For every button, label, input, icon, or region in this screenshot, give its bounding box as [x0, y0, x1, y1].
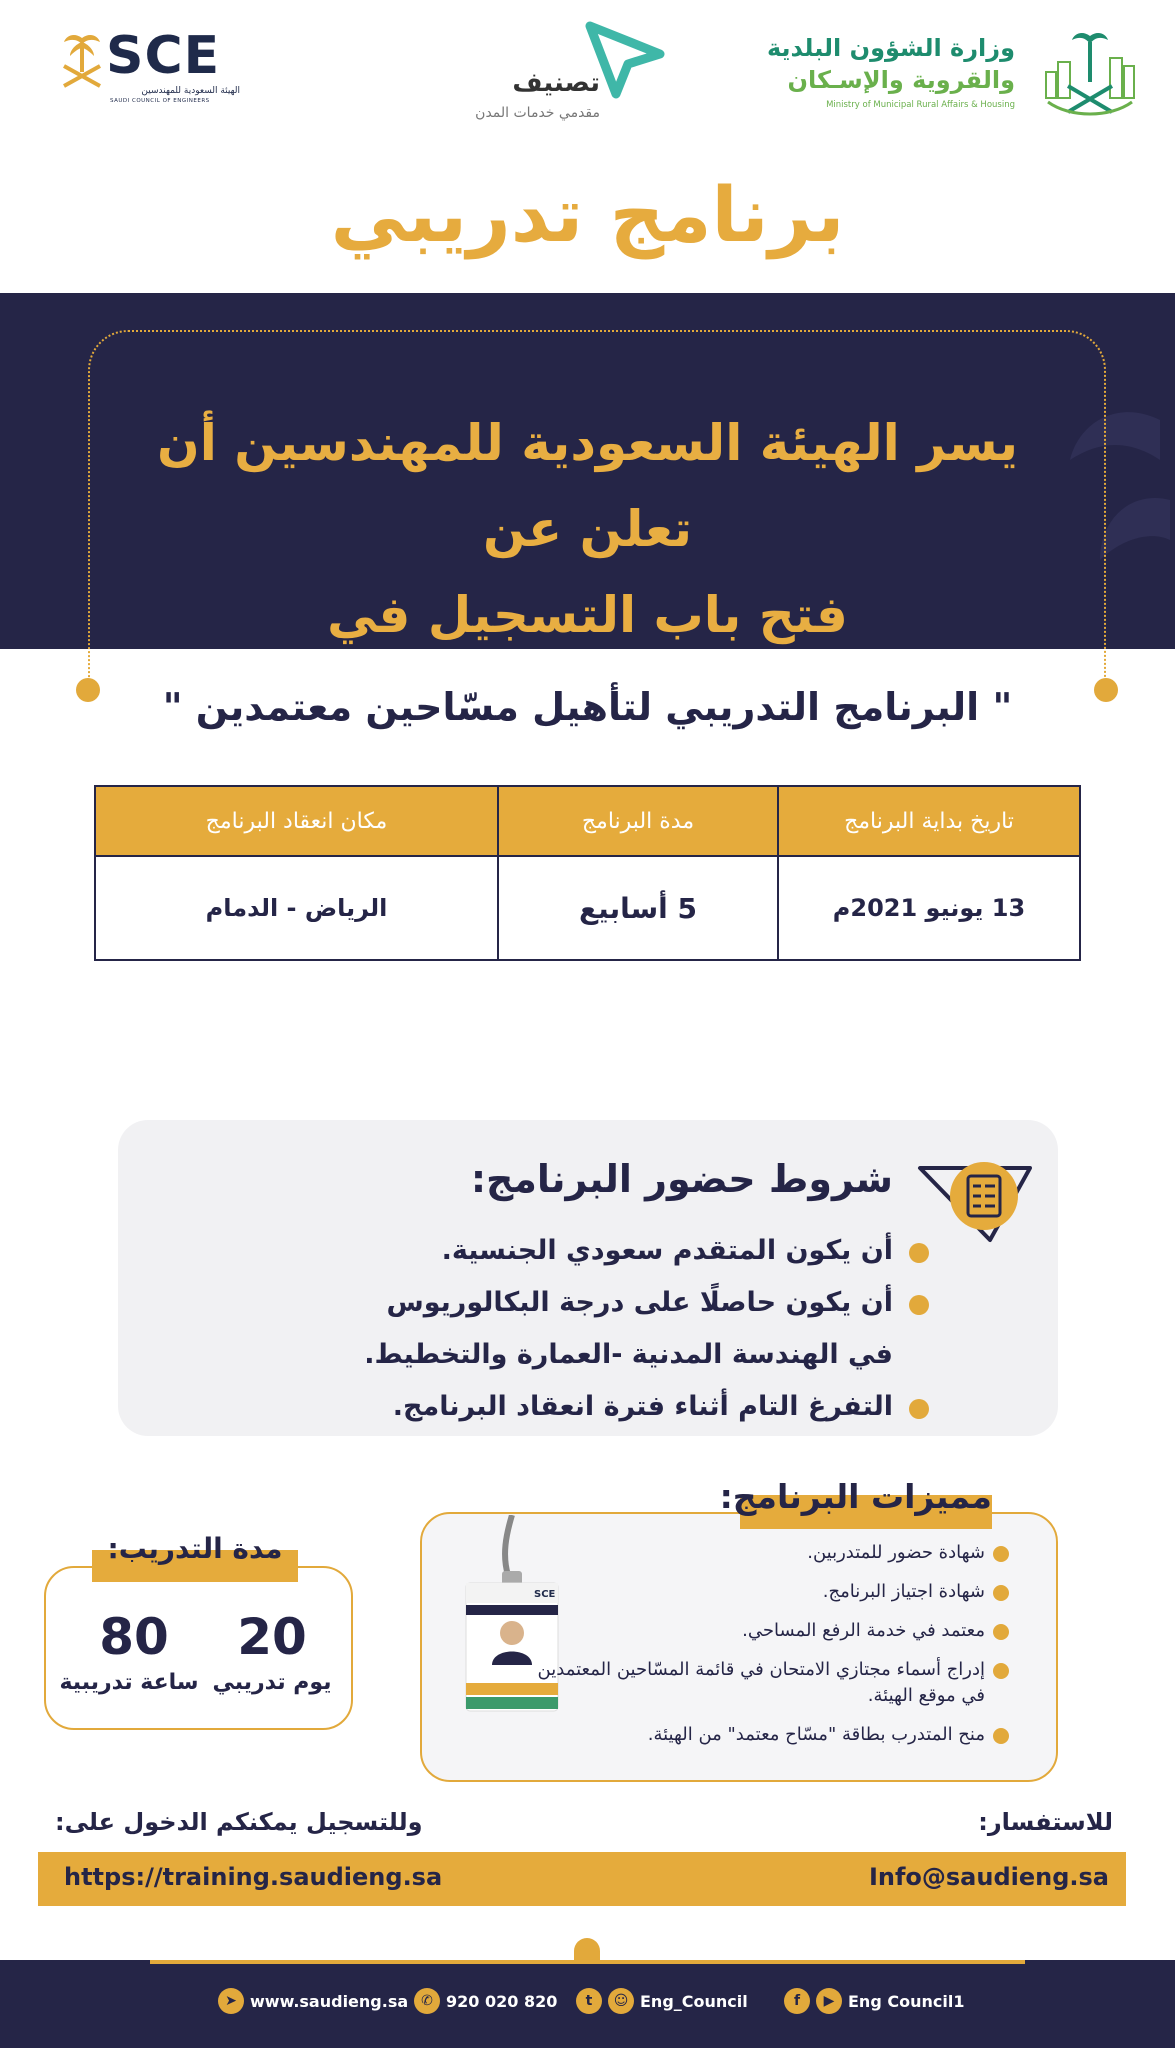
header-start-date: تاريخ بداية البرنامج — [778, 786, 1080, 856]
bullet-icon — [993, 1546, 1009, 1562]
header-location: مكان انعقاد البرنامج — [95, 786, 498, 856]
bullet-icon — [993, 1624, 1009, 1640]
svg-text:SCE: SCE — [534, 1589, 556, 1600]
announcement-line2: فتح باب التسجيل في — [327, 586, 848, 644]
footer-website[interactable]: ➤ www.saudieng.sa — [218, 1988, 408, 2014]
hours-label: ساعة تدريبية — [59, 1670, 199, 1695]
sce-name-en: SAUDI COUNCIL OF ENGINEERS — [110, 98, 210, 104]
inquiry-label: للاستفسار: — [978, 1808, 1113, 1836]
phone-icon: ✆ — [414, 1988, 440, 2014]
footer-social-facebook-youtube[interactable]: f ▶ Eng Council1 — [784, 1988, 964, 2014]
page-title: برنامج تدريبي — [330, 170, 845, 259]
snapchat-icon: ☺ — [608, 1988, 634, 2014]
twitter-icon: t — [576, 1988, 602, 2014]
youtube-icon: ▶ — [816, 1988, 842, 2014]
checklist-icon — [910, 1148, 1040, 1248]
value-start-date: 13 يونيو 2021م — [778, 856, 1080, 960]
tasnif-name: تصنيف — [512, 68, 600, 98]
ministry-emblem-icon — [1040, 22, 1140, 122]
days-label: يوم تدريبي — [212, 1670, 332, 1695]
bullet-icon — [909, 1243, 929, 1263]
announcement-text — [100, 400, 1075, 658]
value-location: الرياض - الدمام — [95, 856, 498, 960]
register-label: وللتسجيل يمكنكم الدخول على: — [55, 1808, 423, 1836]
bullet-icon — [993, 1663, 1009, 1679]
list-item: شهادة اجتياز البرنامج. — [525, 1579, 985, 1605]
ministry-logo — [766, 22, 1140, 122]
duration-title: مدة التدريب: — [107, 1532, 283, 1565]
conditions-title: شروط حضور البرنامج: — [470, 1157, 893, 1201]
sce-logo — [60, 26, 240, 110]
bullet-icon — [993, 1728, 1009, 1744]
sce-name-ar: الهيئة السعودية للمهندسين — [141, 86, 240, 96]
list-item-continuation: في الهندسة المدنية -العمارة والتخطيط. — [364, 1339, 893, 1370]
value-duration: 5 أسابيع — [498, 856, 778, 960]
tasnif-subtitle: مقدمي خدمات المدن — [475, 105, 600, 121]
list-item: أن يكون حاصلًا على درجة البكالوريوس — [193, 1277, 893, 1329]
header-duration: مدة البرنامج — [498, 786, 778, 856]
announcement-line1: يسر الهيئة السعودية للمهندسين أن تعلن عن — [157, 414, 1018, 558]
facebook-icon: f — [784, 1988, 810, 2014]
palm-swords-icon — [60, 30, 104, 90]
list-item: شهادة حضور للمتدربين. — [525, 1540, 985, 1566]
list-item: إدراج أسماء مجتازي الامتحان في قائمة المسّاحين المعتمدين في موقع الهيئة. — [525, 1657, 985, 1709]
training-url-link[interactable]: https://training.saudieng.sa — [64, 1863, 443, 1891]
footer-social-twitter-snapchat[interactable]: t ☺ Eng_Council — [576, 1988, 748, 2014]
footer-phone[interactable]: ✆ 920 020 820 — [414, 1988, 557, 2014]
days-value: 20 — [237, 1608, 307, 1666]
hours-value: 80 — [99, 1608, 169, 1666]
ministry-name-line1: وزارة الشؤون البلدية — [766, 34, 1015, 62]
features-list — [525, 1540, 985, 1761]
program-title: " البرنامج التدريبي لتأهيل مسّاحين معتمدين " — [162, 685, 1013, 729]
sce-mark: SCE — [106, 26, 221, 86]
conditions-list — [193, 1225, 893, 1433]
cursor-icon: ➤ — [218, 1988, 244, 2014]
list-item: منح المتدرب بطاقة "مسّاح معتمد" من الهيئة. — [525, 1722, 985, 1748]
tasnif-logo — [450, 20, 680, 130]
list-item: أن يكون المتقدم سعودي الجنسية. — [193, 1225, 893, 1277]
features-title: مميزات البرنامج: — [719, 1477, 992, 1516]
list-item: معتمد في خدمة الرفع المساحي. — [525, 1618, 985, 1644]
email-link[interactable]: Info@saudieng.sa — [868, 1863, 1109, 1891]
table-header-row — [95, 786, 1080, 856]
bullet-icon — [993, 1585, 1009, 1601]
table-row — [95, 856, 1080, 960]
bullet-icon — [909, 1295, 929, 1315]
bullet-icon — [909, 1399, 929, 1419]
ministry-name-line2: والقروية والإسـكان — [787, 66, 1015, 94]
program-info-table — [94, 785, 1081, 961]
ministry-name-en: Ministry of Municipal Rural Affairs & Housing — [826, 100, 1015, 110]
list-item: التفرغ التام أثناء فترة انعقاد البرنامج. — [193, 1381, 893, 1433]
footer-accent-bump — [574, 1938, 600, 1964]
